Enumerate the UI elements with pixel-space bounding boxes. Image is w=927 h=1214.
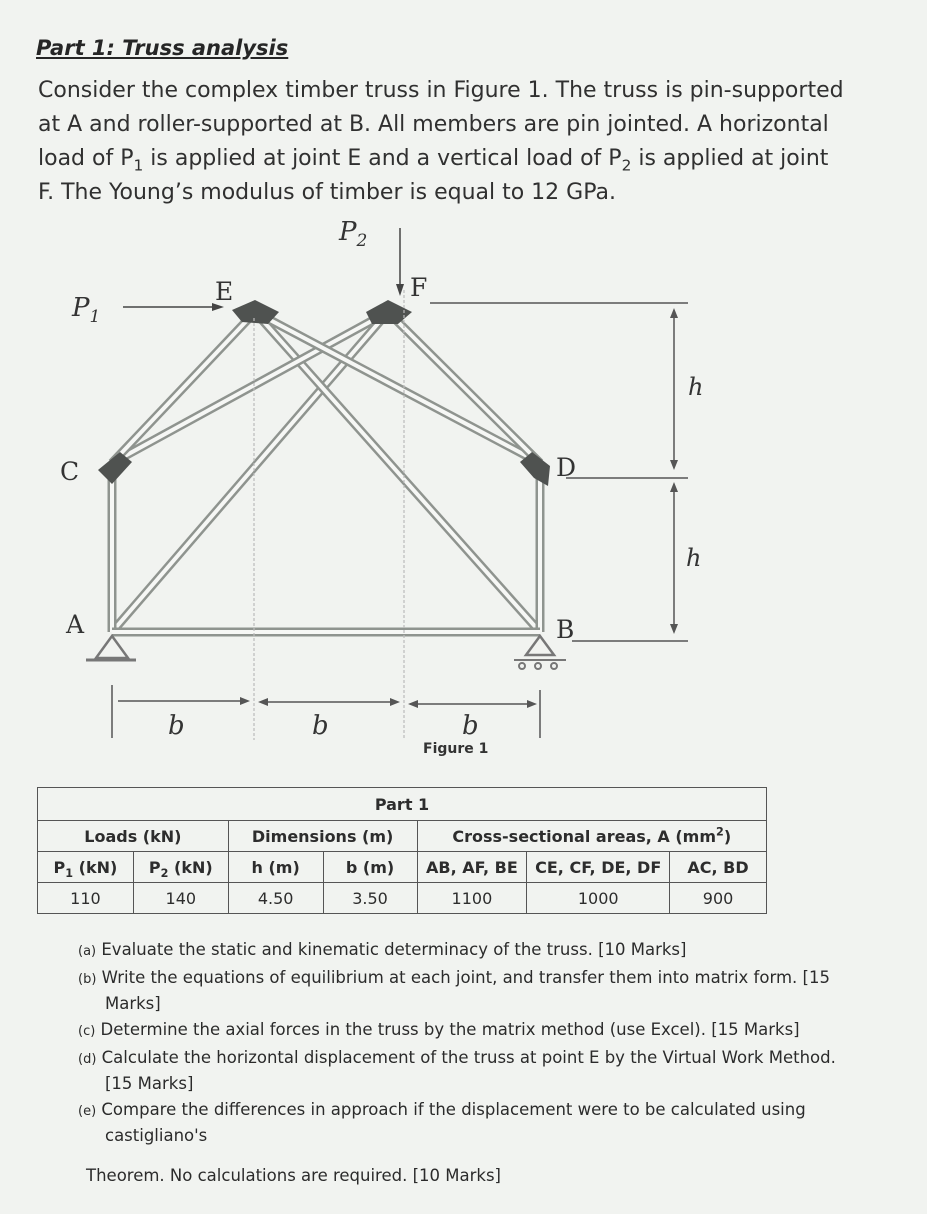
question-a: (a) Evaluate the static and kinematic determinacy of the truss. [10 Marks]: [78, 940, 687, 959]
p2-header: $P_2$ (kN): [133, 852, 228, 883]
pin-support-a: [86, 636, 136, 660]
dim-label-h-upper: h: [688, 373, 704, 401]
section-heading: Part 1: Truss analysis: [36, 36, 289, 60]
load-p1-label: $P_1$: [72, 293, 101, 327]
dim-label-b-2: b: [312, 711, 329, 741]
joint-label-d: D: [556, 453, 577, 482]
question-b: (b) Write the equations of equilibrium at each joint, and transfer them into matrix form. [15 Marks]: [78, 968, 830, 1013]
p1-header: $P_1$ (kN): [38, 852, 134, 883]
area-group-1-header: AB, AF, BE: [417, 852, 527, 883]
loads-header: Loads (kN): [38, 821, 229, 852]
joint-label-a: A: [66, 610, 85, 639]
dim-label-b-1: b: [168, 711, 185, 741]
question-e-continuation: Theorem. No calculations are required. [10 Marks]: [86, 1166, 501, 1185]
intro-line-1: Consider the complex timber truss in Figure 1. The truss is pin-supported: [38, 78, 844, 103]
intro-line-2: at A and roller-supported at B. All members are pin jointed. A horizontal: [38, 112, 829, 137]
joint-label-f: F: [410, 273, 428, 302]
b-header: b (m): [323, 852, 417, 883]
truss-figure: [0, 210, 927, 770]
member-group-diagonals: [112, 312, 540, 632]
joint-label-c: C: [60, 457, 80, 486]
question-list: [78, 938, 838, 1150]
area-group-2-value: 1000: [527, 883, 670, 914]
dim-label-h-lower: h: [686, 544, 702, 572]
joint-label-e: E: [215, 277, 234, 306]
area-group-2-header: CE, CF, DE, DF: [527, 852, 670, 883]
h-value: 4.50: [228, 883, 323, 914]
dim-label-b-3: b: [462, 711, 479, 741]
area-group-1-value: 1100: [417, 883, 527, 914]
h-header: h (m): [228, 852, 323, 883]
question-d: (d) Calculate the horizontal displacement of the truss at point E by the Virtual Work Method. [15 Marks]: [78, 1048, 836, 1093]
intro-line-3: load of $P_1$ is applied at joint E and a vertical load of $P_2$ is applied at joint: [38, 146, 829, 175]
intro-line-4: F. The Young’s modulus of timber is equal to 12 GPa.: [38, 180, 616, 205]
gusset-f: [366, 300, 412, 324]
dimensions-header: Dimensions (m): [228, 821, 417, 852]
figure-caption: Figure 1: [423, 741, 489, 757]
areas-header: Cross-sectional areas, A $(mm^2)$: [417, 821, 767, 852]
area-group-3-header: AC, BD: [670, 852, 767, 883]
question-e: (e) Compare the differences in approach if the displacement were to be calculated using castigliano's: [78, 1100, 806, 1145]
load-p2-label: $P_2$: [339, 217, 368, 251]
properties-table: [37, 787, 767, 914]
p1-value: 110: [38, 883, 134, 914]
question-c: (c) Determine the axial forces in the truss by the matrix method (use Excel). [15 Marks]: [78, 1020, 800, 1039]
joint-label-b: B: [556, 615, 575, 644]
area-group-3-value: 900: [670, 883, 767, 914]
p2-value: 140: [133, 883, 228, 914]
problem-statement: [38, 74, 888, 210]
b-value: 3.50: [323, 883, 417, 914]
table-title: Part 1: [38, 788, 767, 821]
